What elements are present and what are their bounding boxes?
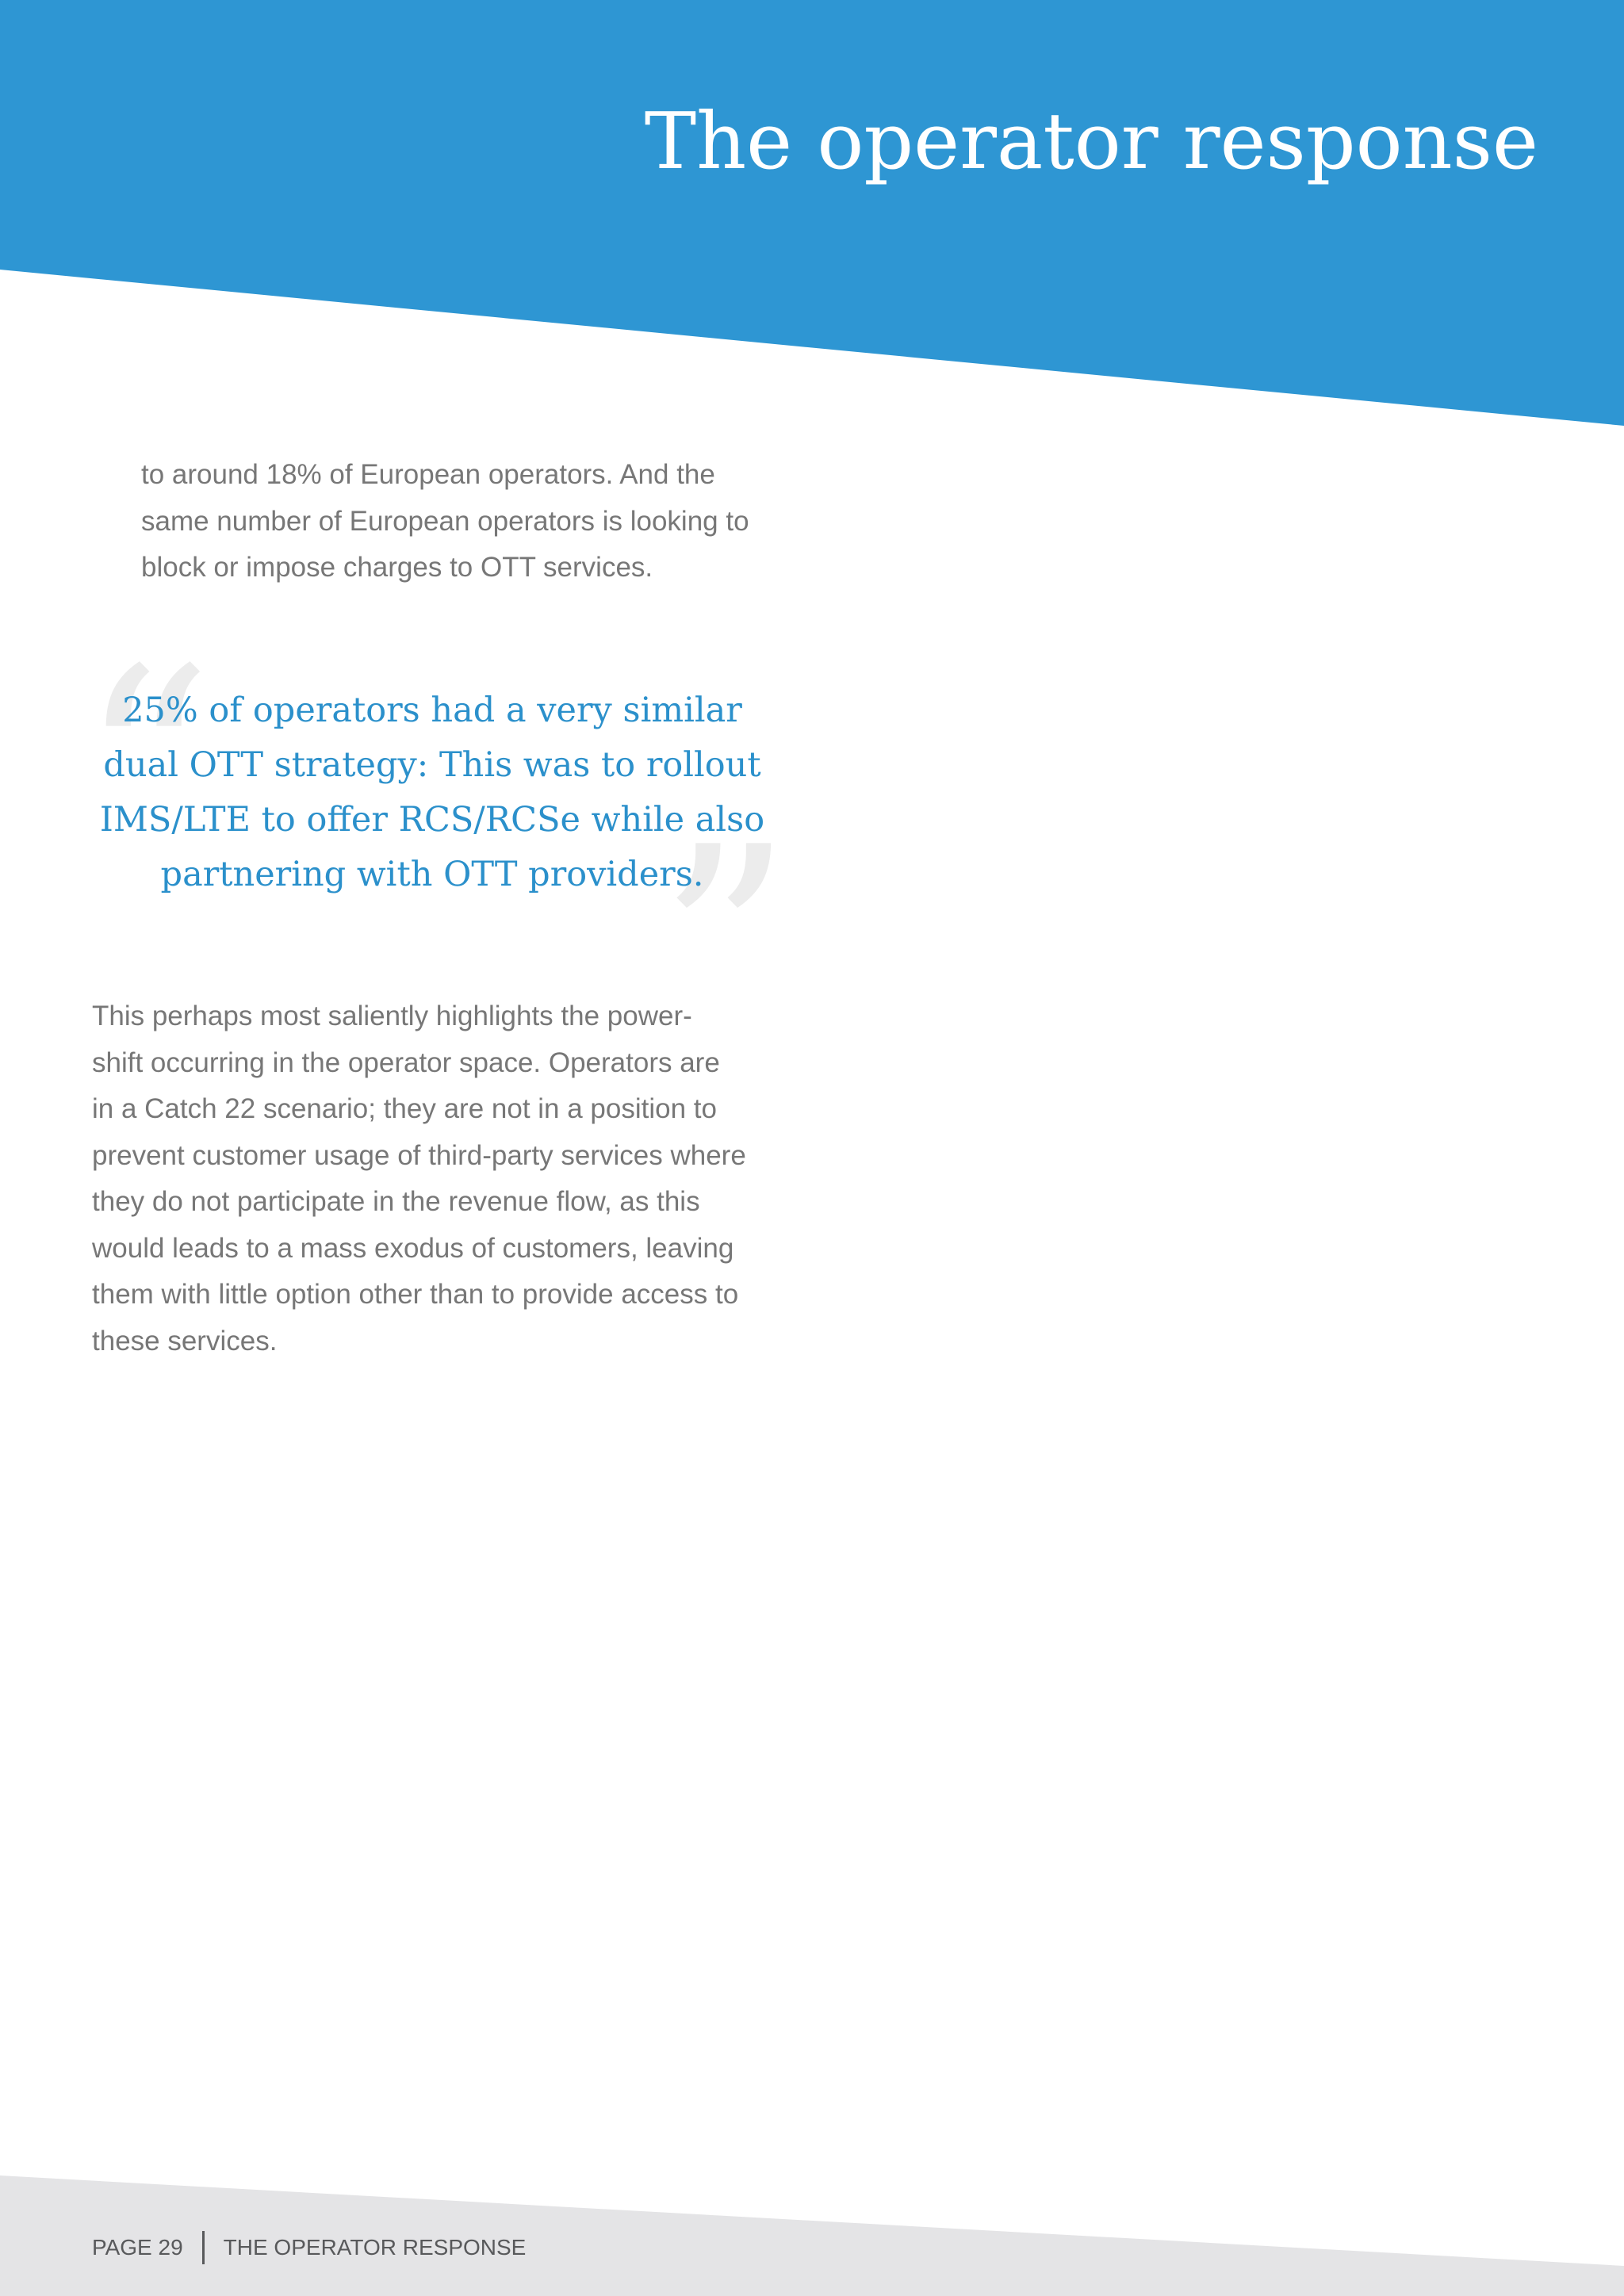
header-band bbox=[0, 0, 1624, 428]
intro-line: to around 18% of European operators. And the bbox=[141, 459, 715, 490]
intro-line: block or impose charges to OTT services. bbox=[141, 552, 653, 583]
pull-quote-line: IMS/LTE to offer RCS/RCSe while also bbox=[99, 800, 765, 840]
footer-section-title: THE OPERATOR RESPONSE bbox=[223, 2235, 527, 2260]
body-line: they do not participate in the revenue flow, as this bbox=[92, 1186, 700, 1217]
open-quote-icon: “ bbox=[79, 613, 213, 917]
intro-line: same number of European operators is looking to bbox=[141, 505, 749, 537]
pull-quote-line: dual OTT strategy: This was to rollout bbox=[103, 745, 761, 785]
body-paragraph bbox=[92, 993, 782, 1364]
pull-quote-text bbox=[79, 683, 785, 902]
body-line: prevent customer usage of third-party services where bbox=[92, 1139, 746, 1171]
body-line: them with little option other than to provide access to bbox=[92, 1279, 739, 1310]
pull-quote-line: partnering with OTT providers. bbox=[160, 855, 704, 894]
close-quote-icon: ” bbox=[658, 791, 792, 1096]
page-title: The operator response bbox=[644, 97, 1538, 187]
footer-divider bbox=[202, 2231, 205, 2264]
intro-paragraph bbox=[141, 452, 799, 591]
page-footer bbox=[92, 2231, 526, 2264]
footer-band bbox=[0, 2164, 1624, 2296]
page-number: PAGE 29 bbox=[92, 2235, 183, 2260]
pull-quote-line: 25% of operators had a very similar bbox=[122, 691, 742, 730]
body-line: This perhaps most saliently highlights the power- bbox=[92, 1001, 692, 1031]
body-line: in a Catch 22 scenario; they are not in a position to bbox=[92, 1093, 717, 1124]
body-line: these services. bbox=[92, 1325, 278, 1357]
body-line: would leads to a mass exodus of customers, leaving bbox=[92, 1232, 734, 1264]
body-line: shift occurring in the operator space. Operators are bbox=[92, 1047, 720, 1078]
